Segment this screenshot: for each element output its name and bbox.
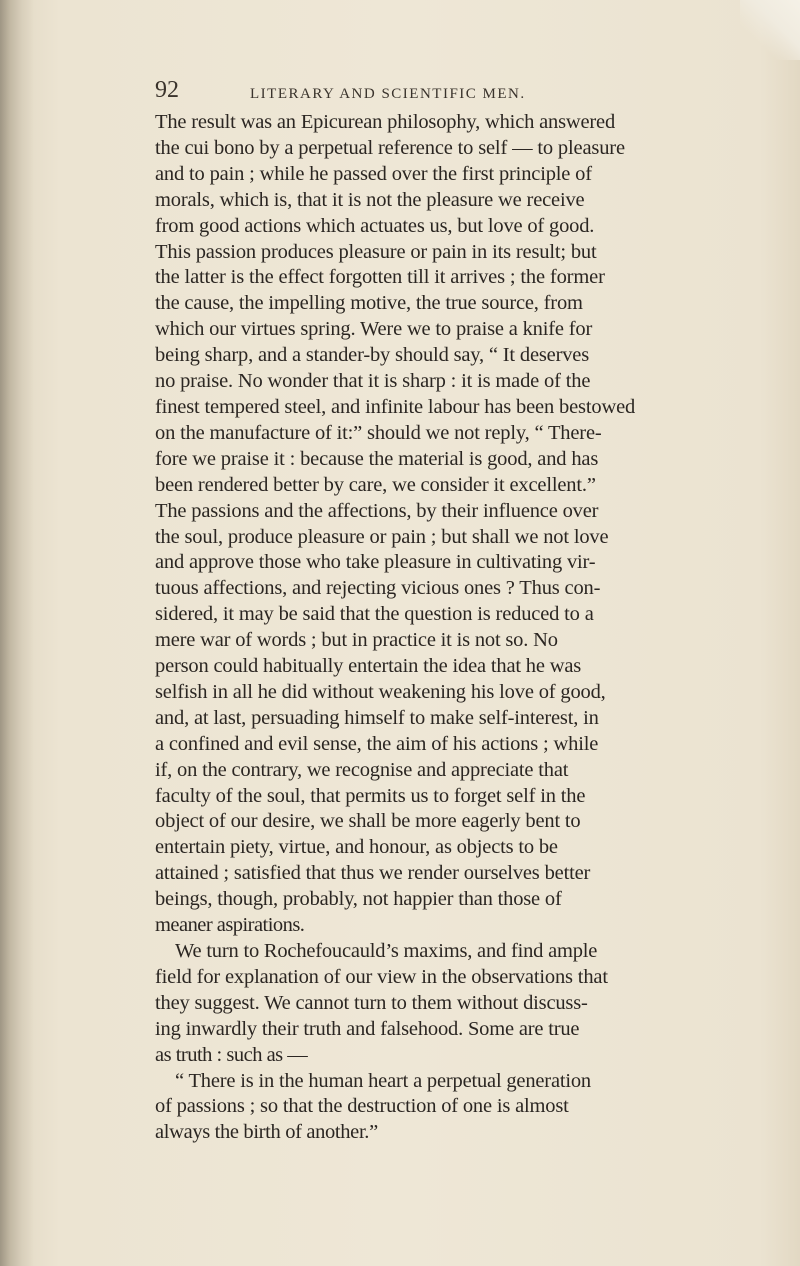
running-head: LITERARY AND SCIENTIFIC MEN.	[250, 86, 526, 102]
text-line: finest tempered steel, and infinite labour has been bestowed	[155, 395, 636, 418]
text-line: they suggest. We cannot turn to them without discuss-	[155, 991, 588, 1014]
text-line: entertain piety, virtue, and honour, as objects to be	[155, 836, 558, 859]
text-line: selfish in all he did without weakening his love of good,	[155, 680, 606, 703]
text-line: and, at last, persuading himself to make self-interest, in	[155, 706, 599, 729]
text-line: field for explanation of our view in the observations that	[155, 965, 608, 988]
text-line: always the birth of another.”	[155, 1121, 378, 1144]
body-text	[155, 110, 795, 1146]
binding-edge	[0, 0, 34, 1266]
text-line: the latter is the effect forgotten till it arrives ; the former	[155, 266, 605, 289]
text-line: mere war of words ; but in practice it is not so. No	[155, 629, 558, 652]
text-line: the cause, the impelling motive, the true source, from	[155, 292, 583, 315]
text-line: object of our desire, we shall be more eagerly bent to	[155, 810, 581, 833]
text-line: a confined and evil sense, the aim of his actions ; while	[155, 732, 599, 755]
text-line: attained ; satisfied that thus we render ourselves better	[155, 862, 591, 885]
text-line: ing inwardly their truth and falsehood. Some are true	[155, 1017, 580, 1040]
text-line: as truth : such as —	[155, 1043, 308, 1066]
text-line: “ There is in the human heart a perpetual generation	[175, 1069, 591, 1092]
text-line: person could habitually entertain the idea that he was	[155, 655, 582, 678]
text-line: fore we praise it : because the material is good, and has	[155, 447, 599, 470]
text-line: beings, though, probably, not happier than those of	[155, 888, 562, 911]
text-line: sidered, it may be said that the question is reduced to a	[155, 603, 594, 626]
text-line: of passions ; so that the destruction of one is almost	[155, 1095, 569, 1118]
text-line: from good actions which actuates us, but love of good.	[155, 214, 595, 237]
text-line: morals, which is, that it is not the pleasure we receive	[155, 188, 585, 211]
text-line: meaner aspirations.	[155, 914, 305, 937]
text-line: the cui bono by a perpetual reference to self — to pleasure	[155, 136, 625, 159]
text-line: tuous affections, and rejecting vicious ones ? Thus con-	[155, 577, 601, 600]
page-number: 92	[155, 77, 179, 103]
text-line: which our virtues spring. Were we to praise a knife for	[155, 318, 593, 341]
text-line: This passion produces pleasure or pain in its result; but	[155, 240, 597, 263]
text-line: The result was an Epicurean philosophy, which answered	[155, 111, 616, 133]
text-line: the soul, produce pleasure or pain ; but shall we not love	[155, 525, 609, 548]
page-corner	[740, 0, 800, 60]
text-line: if, on the contrary, we recognise and appreciate that	[155, 758, 569, 781]
text-line: on the manufacture of it:” should we not reply, “ There-	[155, 421, 602, 444]
text-line: We turn to Rochefoucauld’s maxims, and find ample	[175, 940, 598, 962]
text-line: faculty of the soul, that permits us to forget self in the	[155, 784, 586, 807]
page-header	[155, 78, 755, 108]
text-line: The passions and the affections, by their influence over	[155, 499, 599, 522]
text-line: being sharp, and a stander-by should say, “ It deserves	[155, 344, 589, 367]
text-line: and to pain ; while he passed over the first principle of	[155, 162, 592, 185]
text-line: and approve those who take pleasure in cultivating vir-	[155, 551, 596, 574]
text-line: no praise. No wonder that it is sharp : it is made of the	[155, 370, 591, 393]
text-line: been rendered better by care, we consider it excellent.”	[155, 473, 596, 496]
